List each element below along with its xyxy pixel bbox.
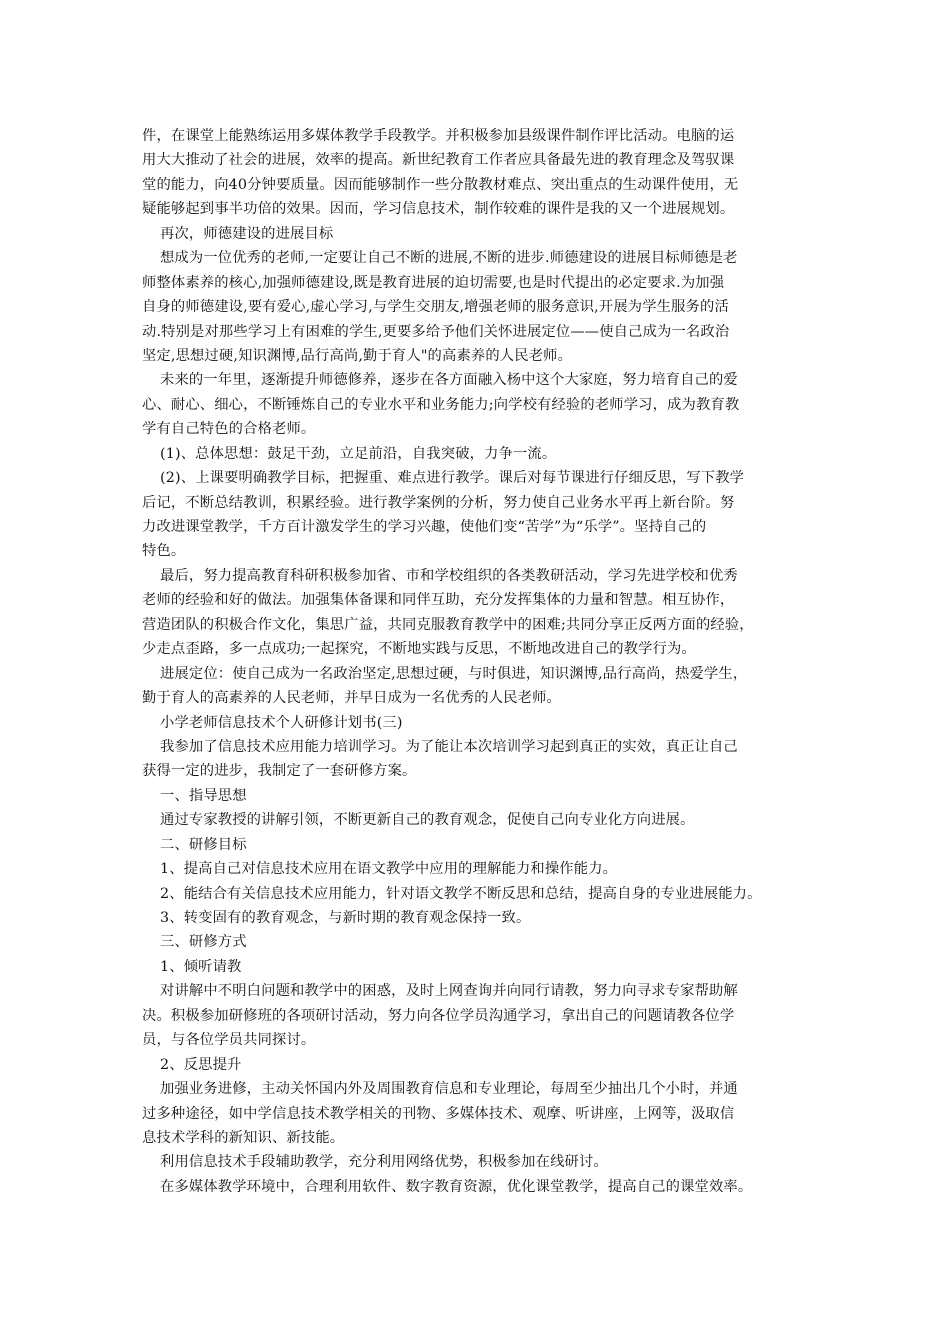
text-line: 2、反思提升 (160, 1056, 242, 1073)
text-line: 息技术学科的新知识、新技能。 (142, 1129, 345, 1146)
text-line: 2、能结合有关信息技术应用能力，针对语文教学不断反思和总结，提高自身的专业进展能力。 (160, 885, 762, 902)
text-line: 老师的经验和好的做法。加强集体备课和同伴互助，充分发挥集体的力量和智慧。相互协作， (142, 592, 735, 609)
text-line: 师整体素养的核心,加强师德建设,既是教育进展的迫切需要,也是时代提出的必定要求.为加强 (142, 274, 725, 291)
text-line: 再次，师德建设的进展目标 (160, 225, 334, 242)
text-line: 堂的能力，向40分钟要质量。因而能够制作一些分散教材难点、突出重点的生动课件使用，无 (142, 176, 739, 193)
text-line: 自身的师德建设,要有爱心,虚心学习,与学生交朋友,增强老师的服务意识,开展为学生服务的活 (142, 299, 729, 316)
text-line: 获得一定的进步，我制定了一套研修方案。 (142, 763, 417, 780)
text-line: 未来的一年里，逐渐提升师德修养，逐步在各方面融入杨中这个大家庭，努力培育自己的爱 (160, 372, 738, 389)
text-line: 件，在课堂上能熟练运用多媒体教学手段教学。并积极参加县级课件制作评比活动。电脑的运 (142, 128, 735, 144)
text-line: 1、提高自己对信息技术应用在语文教学中应用的理解能力和操作能力。 (160, 861, 618, 878)
text-line: 小学老师信息技术个人研修计划书(三) (160, 714, 403, 731)
text-line: 力改进课堂教学，千方百计激发学生的学习兴趣，使他们变“苦学”为“乐学”。坚持自己的 (142, 519, 707, 535)
text-line: 营造团队的积极合作文化，集思广益，共同克服教育教学中的困难;共同分享正反两方面的经验， (142, 616, 754, 633)
text-line: 少走点歪路，多一点成功;一起探究，不断地实践与反思，不断地改进自己的教学行为。 (142, 641, 696, 658)
text-line: 3、转变固有的教育观念，与新时期的教育观念保持一致。 (160, 910, 531, 926)
text-line: 1、倾听请教 (160, 958, 242, 975)
text-line: 利用信息技术手段辅助教学，充分利用网络优势，积极参加在线研讨。 (160, 1154, 608, 1171)
text-line: 动.特别是对那些学习上有困难的学生,更要多给予他们关怀进展定位——使自己成为一名政治 (142, 323, 730, 340)
text-line: 坚定,思想过硬,知识渊博,品行高尚,勤于育人"的高素养的人民老师。 (142, 347, 573, 364)
text-line: 二、研修目标 (160, 836, 247, 853)
text-line: 进展定位：使自己成为一名政治坚定,思想过硬，与时俱进，知识渊博,品行高尚，热爱学生， (160, 665, 748, 682)
text-line: 疑能够起到事半功倍的效果。因而，学习信息技术，制作较难的课件是我的又一个进展规划。 (142, 201, 735, 218)
text-line: 学有自己特色的合格老师。 (142, 421, 316, 438)
text-line: 勤于育人的高素养的人民老师，并早日成为一名优秀的人民老师。 (142, 690, 561, 707)
text-line: 用大大推动了社会的进展，效率的提高。新世纪教育工作者应具备最先进的教育理念及驾驭课 (142, 152, 735, 169)
text-line: 想成为一位优秀的老师,一定要让自己不断的进展,不断的进步.师德建设的进展目标师德是老 (160, 250, 738, 267)
text-line: (1)、总体思想：鼓足干劲，立足前沿，自我突破，力争一流。 (160, 445, 557, 462)
text-line: 最后，努力提高教育科研积极参加省、市和学校组织的各类教研活动，学习先进学校和优秀 (160, 567, 738, 584)
text-line: 加强业务进修，主动关怀国内外及周围教育信息和专业理论，每周至少抽出几个小时，并通 (160, 1081, 738, 1098)
document-page (142, 124, 822, 1199)
text-line: 后记，不断总结教训，积累经验。进行教学案例的分析，努力使自己业务水平再上新台阶。努 (142, 494, 735, 511)
text-line: 三、研修方式 (160, 934, 247, 951)
text-line: 在多媒体教学环境中，合理利用软件、数字教育资源，优化课堂教学，提高自己的课堂效率。 (160, 1178, 753, 1195)
text-line: 特色。 (142, 543, 186, 560)
text-line: 员，与各位学员共同探讨。 (142, 1032, 316, 1049)
text-line: 对讲解中不明白问题和教学中的困惑，及时上网查询并向同行请教，努力向寻求专家帮助解 (160, 983, 738, 1000)
text-line: 决。积极参加研修班的各项研讨活动，努力向各位学员沟通学习，拿出自己的问题请教各位学 (142, 1007, 735, 1024)
text-line: 通过专家教授的讲解引领，不断更新自己的教育观念，促使自己向专业化方向进展。 (160, 812, 695, 829)
text-line: 我参加了信息技术应用能力培训学习。为了能让本次培训学习起到真正的实效，真正让自己 (160, 738, 738, 755)
text-line: 一、指导思想 (160, 787, 247, 804)
text-line: 过多种途径，如中学信息技术教学相关的刊物、多媒体技术、观摩、听讲座，上网等，汲取信 (142, 1105, 735, 1122)
text-line: 心、耐心、细心，不断锤炼自己的专业水平和业务能力;向学校有经验的老师学习，成为教育教 (142, 396, 740, 413)
text-line: (2)、上课要明确教学目标，把握重、难点进行教学。课后对每节课进行仔细反思，写下教学 (160, 470, 745, 487)
